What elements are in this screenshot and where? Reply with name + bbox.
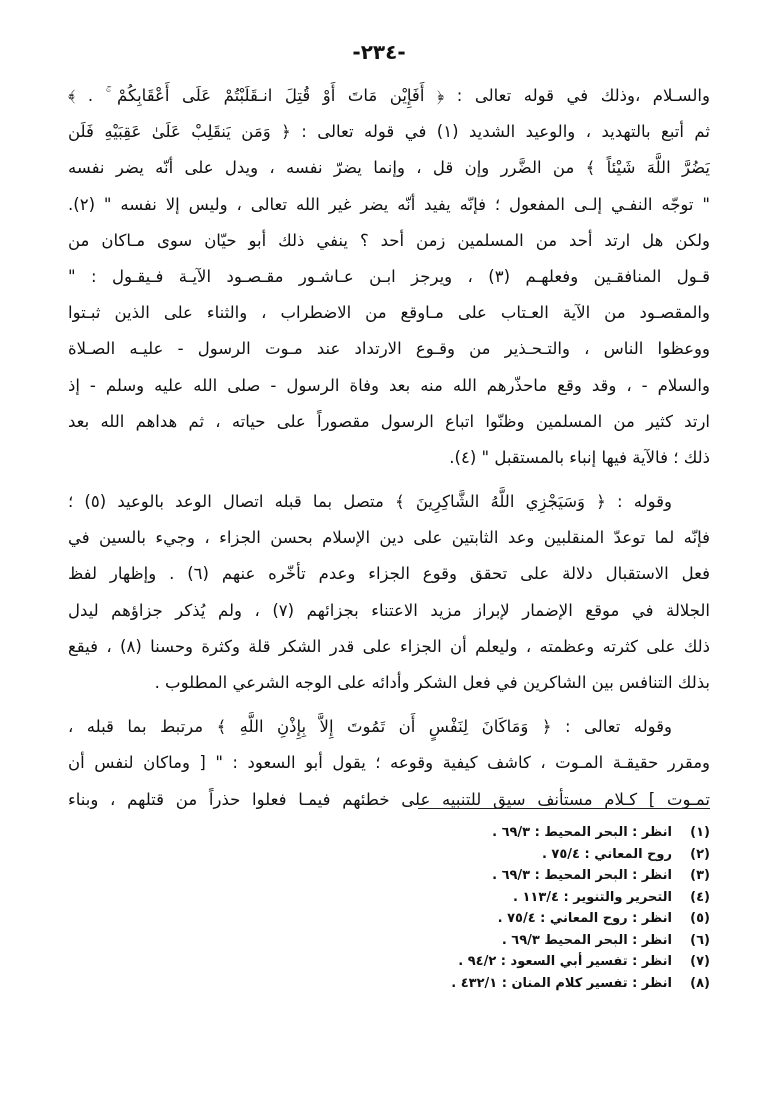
footnote-item [190, 908, 710, 930]
footnote-divider [418, 808, 710, 809]
paragraph [68, 709, 710, 818]
footnote-number: (٥) [690, 911, 710, 926]
footnote-item [190, 844, 710, 866]
footnote-text: انظر : روح المعاني : ٧٥/٤ . [497, 911, 672, 926]
footnote-text: انظر : البحر المحيط : ٦٩/٣ . [492, 868, 672, 883]
text-line: ووعظوا الناس ، والتـحـذير من وقـوع الارتداد عند مـوت الرسول - عليـه الصـلاة [68, 339, 710, 359]
footnote-text: انظر : البحر المحيط ٦٩/٣ . [501, 932, 672, 948]
footnotes-list [190, 822, 710, 994]
text-line: والسـلام ،وذلك في قوله تعالى : ﴿ أَفَإِيْن مَاتَ أَوْ قُتِلَ انـقَلَبْتُمْ عَلَى أَعْقَابِكُمْ ۚ . ﴾ [68, 86, 710, 105]
text-line: وقوله تعالى : ﴿ وَمَاكَانَ لِنَفْسٍ أَن تَمُوتَ إِلاَّ بِإِذْنِ اللَّهِ ﴾ مرتبط بما قبله ، [68, 717, 672, 737]
text-line: يَضُرَّ اللَّهَ شَيْئاً ﴾ من الضَّرر وإن قل ، وإنما يضرّ نفسه ، ويدل على أنّه يضر نفسه [68, 158, 710, 178]
text-line: تمـوت ] كـلام مستأنف سيق للتنبيه على خطئهم فيمـا فعلوا حذراً من قتلهم ، وبناء [68, 789, 710, 809]
text-line: ومقرر حقيقـة المـوت ، كاشف كيفية وقوعه ؛ يقول أبو السعود : " [ وماكان لنفس أن [68, 753, 710, 773]
text-line: الجلالة في موقع الإضمار لإبراز مزيد الاعتناء بجزائهم (٧) ، ولم يُذكر جزاؤهم ليدل [68, 600, 710, 620]
footnote-item [190, 887, 710, 909]
text-line: فعل الاستقبال دلالة على تحقق وقوع الجزاء وعدم تأخّره عنهم (٦) . وإظهار لفظ [68, 564, 710, 584]
text-line: ذلك ؛ فالآية فيها إنباء بالمستقبل " (٤). [449, 447, 710, 467]
text-line: والسلام - ، وقد وقع ماحذّرهم الله منه بعد وفاة الرسول - صلى الله عليه وسلم - إذ [68, 375, 710, 395]
page-number: -٢٣٤- [352, 40, 406, 64]
footnote-item [190, 951, 710, 973]
footnote-number: (٨) [690, 975, 710, 991]
footnote-item [190, 973, 710, 995]
footnote-number: (١) [690, 825, 710, 840]
text-line: قـول المنافقـين وفعلهـم (٣) ، ويرجز ابـن عـاشـور مقـصـود الآيـة فـيقـول : " [68, 266, 710, 286]
text-line: ثم أتبع بالتهديد ، والوعيد الشديد (١) في قوله تعالى : ﴿ وَمَن يَنقَلِبْ عَلَىٰ عَقِبَيْهِ فَلَن [68, 122, 710, 142]
text-line: فإنّه لما توعدّ المنقلبين وعد الثابتين على دين الإسلام بحسن الجزاء ، وجيء بالسين في [68, 528, 710, 548]
footnote-number: (٢) [690, 846, 710, 862]
footnote-text: انظر : تفسير أبي السعود : ٩٤/٢ . [458, 954, 672, 969]
footnote-item [190, 930, 710, 952]
footnote-item [190, 865, 710, 887]
footnote-text: انظر : البحر المحيط : ٦٩/٣ . [492, 825, 672, 840]
text-line: ارتد كثير من المسلمين وظنّوا اتباع الرسول مقصوراً على حياته ، ثم هداهم الله بعد [68, 411, 710, 431]
text-line: والمقصـود من الآية العـتاب على مـاوقع من الاضطراب ، والثناء على الذين ثبـتوا [68, 303, 710, 323]
footnote-text: انظر : تفسير كلام المنان : ٤٣٢/١ . [451, 975, 672, 991]
footnote-number: (٦) [690, 932, 710, 948]
paragraph [68, 78, 710, 476]
footnote-item [190, 822, 710, 844]
footnote-text: التحرير والتنوير : ١١٣/٤ . [513, 889, 672, 905]
footnote-number: (٣) [690, 868, 710, 883]
text-line: " توجّه النفـي إلـى المفعول ؛ فإنّه يفيد أنّه يضر غير الله تعالى ، وليس إلا نفسه " (٢). [68, 194, 710, 214]
text-line: ولكن هل ارتد أحد من المسلمين زمن أحد ؟ ينفي ذلك أبو حيّان سوى مـاكان من [68, 230, 710, 250]
text-line: ذلك على كثرته وعظمته ، وليعلم أن الجزاء على قدر الشكر قلة وكثرة وحسنا (٨) ، فيقع [68, 636, 710, 656]
text-line: وقوله : ﴿ وَسَيَجْزِي اللَّهُ الشَّاكِرِينَ ﴾ متصل بما قبله اتصال الوعد بالوعيد (٥) ؛ [68, 492, 672, 512]
footnote-number: (٤) [690, 889, 710, 905]
text-line: بذلك التنافس بين الشاكرين في فعل الشكر وأدائه على الوجه الشرعي المطلوب . [154, 673, 710, 692]
body-text [68, 78, 710, 818]
footnote-text: روح المعاني : ٧٥/٤ . [541, 846, 672, 862]
footnote-number: (٧) [690, 954, 710, 969]
paragraph [68, 484, 710, 701]
